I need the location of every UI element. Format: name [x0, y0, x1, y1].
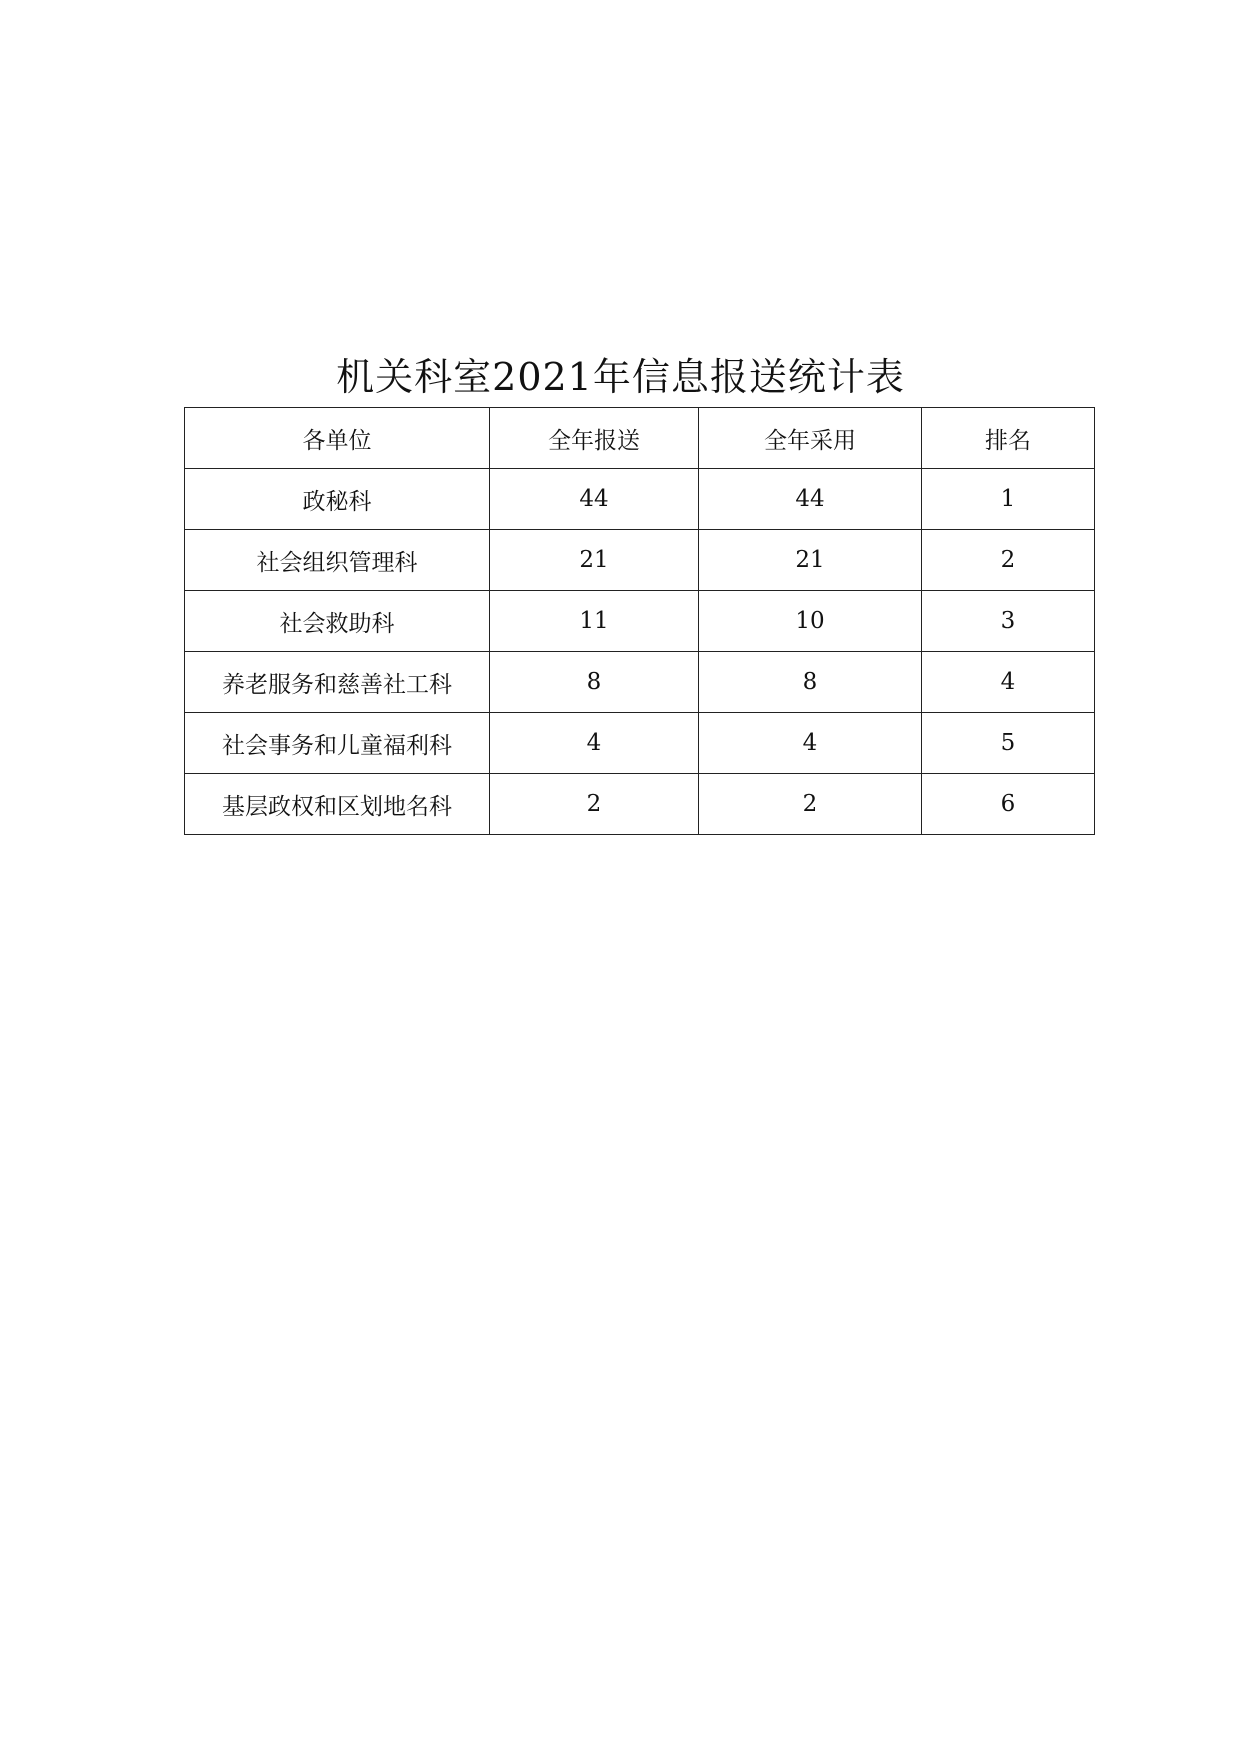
- header-rank: 排名: [922, 408, 1095, 469]
- header-annual-adopted: 全年采用: [699, 408, 922, 469]
- cell-adopted: 21: [699, 530, 922, 591]
- table-row: [185, 774, 1095, 835]
- cell-unit: 养老服务和慈善社工科: [185, 652, 490, 713]
- table-row: [185, 530, 1095, 591]
- cell-unit: 基层政权和区划地名科: [185, 774, 490, 835]
- cell-adopted: 44: [699, 469, 922, 530]
- cell-submitted: 8: [490, 652, 699, 713]
- cell-submitted: 21: [490, 530, 699, 591]
- cell-unit: 社会救助科: [185, 591, 490, 652]
- cell-rank: 6: [922, 774, 1095, 835]
- cell-rank: 3: [922, 591, 1095, 652]
- cell-adopted: 10: [699, 591, 922, 652]
- cell-unit: 社会组织管理科: [185, 530, 490, 591]
- table-row: [185, 591, 1095, 652]
- cell-rank: 1: [922, 469, 1095, 530]
- cell-adopted: 8: [699, 652, 922, 713]
- cell-submitted: 4: [490, 713, 699, 774]
- document-title: 机关科室2021年信息报送统计表: [336, 355, 905, 399]
- cell-unit: 社会事务和儿童福利科: [185, 713, 490, 774]
- cell-submitted: 44: [490, 469, 699, 530]
- cell-rank: 2: [922, 530, 1095, 591]
- cell-rank: 4: [922, 652, 1095, 713]
- table-row: [185, 652, 1095, 713]
- cell-rank: 5: [922, 713, 1095, 774]
- table-row: [185, 469, 1095, 530]
- cell-submitted: 2: [490, 774, 699, 835]
- cell-adopted: 2: [699, 774, 922, 835]
- statistics-table: [184, 407, 1095, 835]
- cell-adopted: 4: [699, 713, 922, 774]
- header-unit: 各单位: [185, 408, 490, 469]
- header-annual-submitted: 全年报送: [490, 408, 699, 469]
- cell-submitted: 11: [490, 591, 699, 652]
- table-header-row: [185, 408, 1095, 469]
- table-row: [185, 713, 1095, 774]
- cell-unit: 政秘科: [185, 469, 490, 530]
